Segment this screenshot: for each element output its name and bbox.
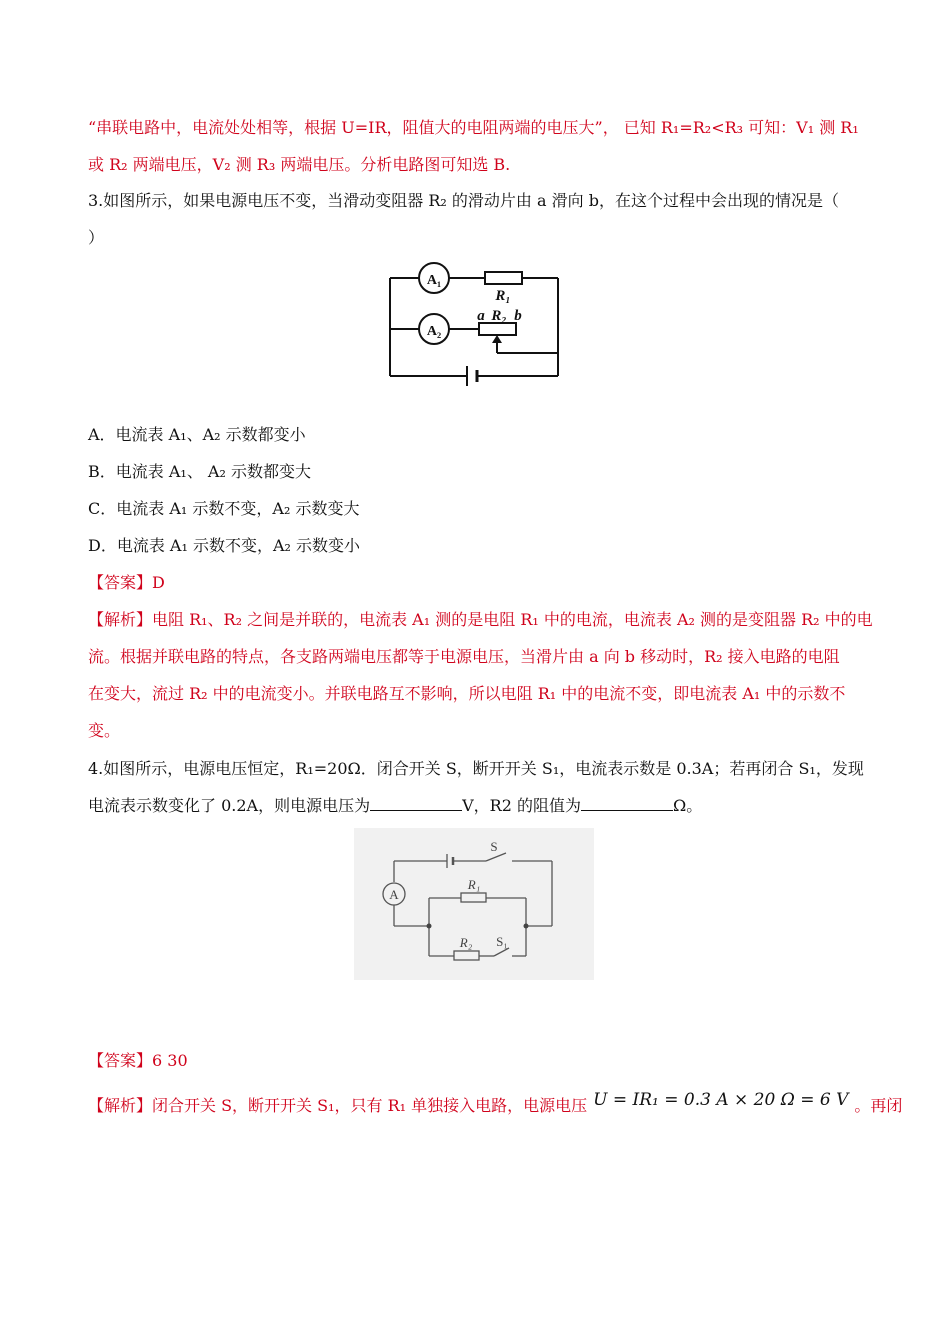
- q3-r2-label: R₂: [491, 308, 507, 324]
- q2-analysis-line2: 或 R₂ 两端电压，V₂ 测 R₃ 两端电压。分析电路图可知选 B.: [88, 155, 511, 174]
- q4-stem-part1: 电流表示数变化了 0.2A，则电源电压为: [88, 796, 371, 815]
- q3-analysis-line4: 变。: [88, 721, 121, 740]
- q4-stem-line1: 4.如图所示，电源电压恒定，R₁=20Ω．闭合开关 S，断开开关 S₁，电流表示数是 0.3A；若再闭合 S₁，发现: [88, 759, 864, 778]
- q2-analysis-line1: “串联电路中，电流处处相等，根据 U=IR，阻值大的电阻两端的电压大”， 已知 R₁=R₂<R₃ 可知：V₁ 测 R₁: [88, 118, 859, 137]
- q3-a1-label: A₁: [426, 273, 442, 288]
- q3-analysis-line1: 【解析】电阻 R₁、R₂ 之间是并联的，电流表 A₁ 测的是电阻 R₁ 中的电流，电流表 A₂ 测的是变阻器 R₂ 中的电: [88, 610, 873, 629]
- q3-a-label: a: [477, 308, 485, 324]
- q4-switch-s-label: S: [490, 839, 498, 854]
- voltage-answer-blank: [370, 794, 462, 811]
- q4-analysis-part1: 【解析】闭合开关 S，断开开关 S₁，只有 R₁ 单独接入电路，电源电压: [88, 1096, 588, 1115]
- q3-answer: 【答案】D: [88, 573, 165, 592]
- q3-a2-label: A₂: [426, 324, 442, 339]
- q4-stem-line2: [88, 794, 702, 818]
- q4-stem-part2: V，R2 的阻值为: [462, 796, 581, 815]
- q3-option-d: D．电流表 A₁ 示数不变，A₂ 示数变小: [88, 536, 361, 555]
- q4-ammeter-label: A: [389, 887, 399, 902]
- q3-option-a: A．电流表 A₁、A₂ 示数都变小: [88, 425, 306, 444]
- q3-stem-line2: ）: [88, 228, 105, 247]
- q4-analysis-line1: [88, 1090, 903, 1118]
- q4-analysis-part2: 。再闭: [854, 1096, 903, 1115]
- q3-b-label: b: [514, 308, 522, 324]
- q3-option-c: C．电流表 A₁ 示数不变，A₂ 示数变大: [88, 499, 360, 518]
- q4-r1-label: R₁: [467, 877, 481, 892]
- q4-stem-part3: Ω。: [672, 796, 703, 815]
- q3-circuit-diagram: [385, 262, 565, 387]
- q3-r1-label: R₁: [495, 288, 511, 304]
- q4-switch-s1-label: S₁: [496, 934, 508, 949]
- q3-analysis-line2: 流。根据并联电路的特点，各支路两端电压都等于电源电压，当滑片由 a 向 b 移动时，R₂ 接入电路的电阻: [88, 647, 840, 666]
- q4-answer: 【答案】6 30: [88, 1051, 188, 1070]
- q4-circuit-diagram: [354, 828, 594, 980]
- resistance-answer-blank: [581, 794, 673, 811]
- slider-arrow-icon: [492, 335, 502, 343]
- q4-r2-label: R₂: [459, 935, 473, 950]
- q3-stem-line1: 3.如图所示，如果电源电压不变，当滑动变阻器 R₂ 的滑动片由 a 滑向 b，在这个过程中会出现的情况是（: [88, 191, 839, 210]
- q3-option-b: B．电流表 A₁、 A₂ 示数都变大: [88, 462, 311, 481]
- q3-analysis-line3: 在变大，流过 R₂ 中的电流变小。并联电路互不影响，所以电阻 R₁ 中的电流不变，即电流表 A₁ 中的示数不: [88, 684, 846, 703]
- q4-formula: U = IR₁ = 0.3 A × 20 Ω = 6 V: [593, 1090, 849, 1110]
